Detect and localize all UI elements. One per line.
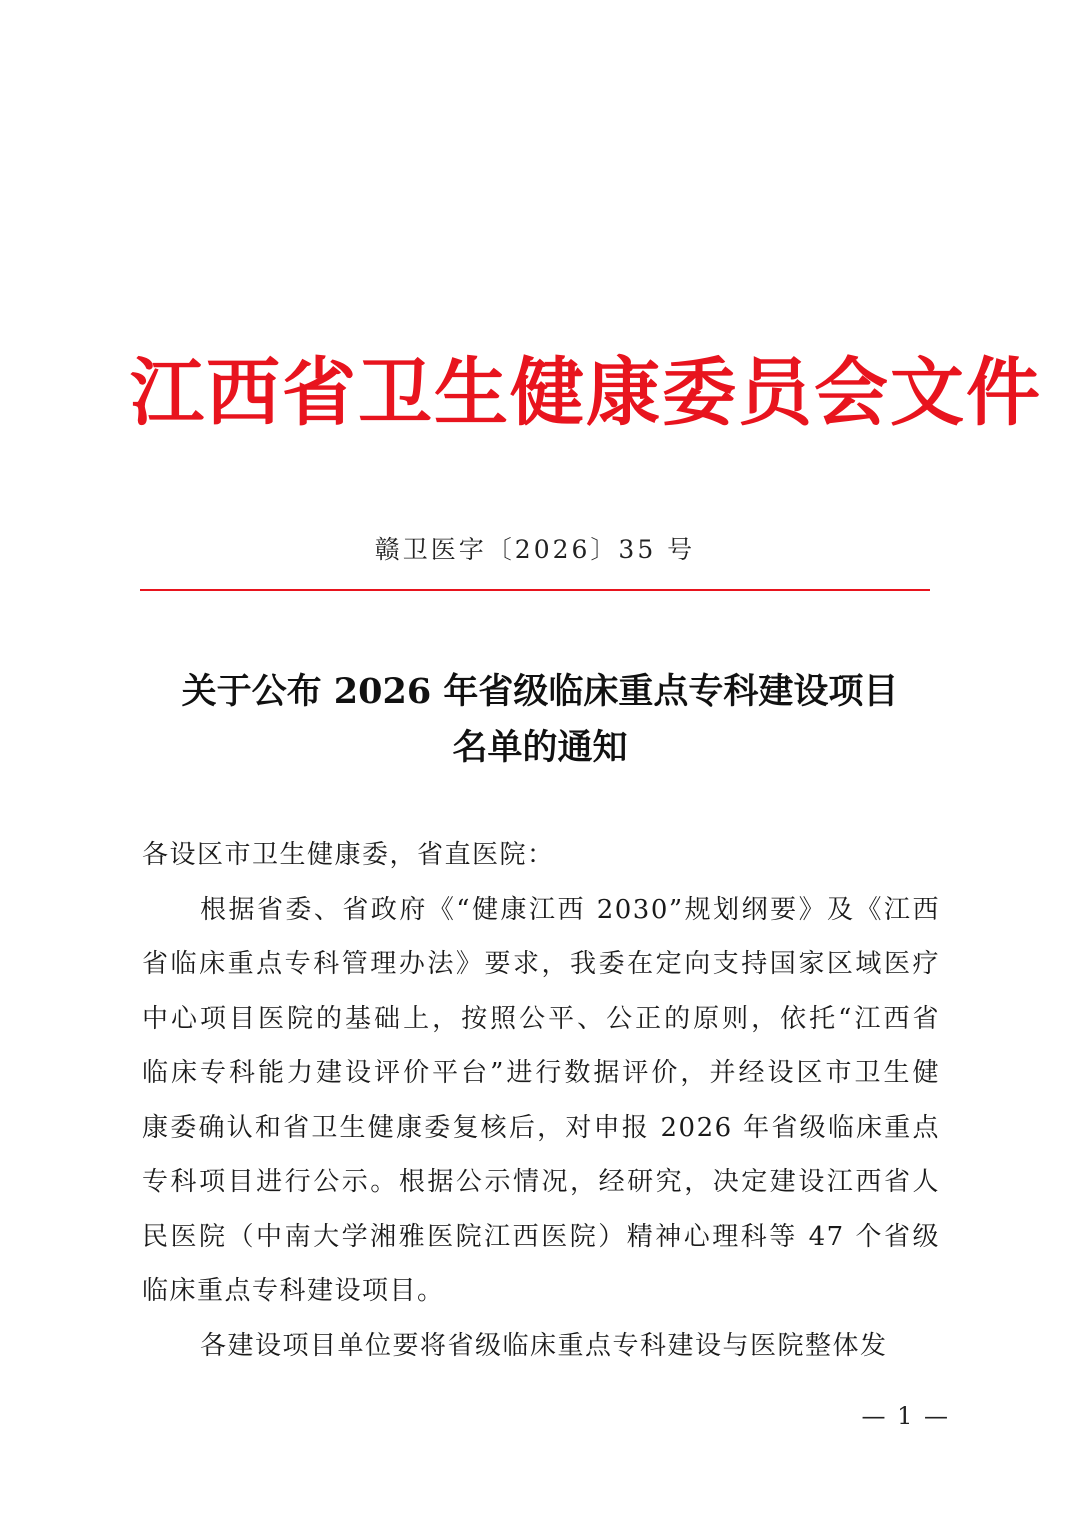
issuer-header: 江西省卫生健康委员会文件 xyxy=(130,350,1042,436)
paragraph-line: 临床重点专科建设项目。 xyxy=(142,1276,445,1306)
document-title xyxy=(120,664,960,776)
paragraph-line: 各建设项目单位要将省级临床重点专科建设与医院整体发 xyxy=(200,1330,888,1361)
title-line: 关于公布 2026 年省级临床重点专科建设项目 xyxy=(181,671,899,712)
paragraph-line: 民医院（中南大学湘雅医院江西医院）精神心理科等 47 个省级 xyxy=(142,1221,940,1252)
paragraph-line: 专科项目进行公示。根据公示情况，经研究，决定建设江西省人 xyxy=(142,1167,940,1197)
red-divider xyxy=(140,589,930,591)
paragraph-line: 康委确认和省卫生健康委复核后，对申报 2026 年省级临床重点 xyxy=(142,1112,940,1143)
paragraph-line: 中心项目医院的基础上，按照公平、公正的原则，依托“江西省 xyxy=(142,1003,940,1034)
paragraph-line: 省临床重点专科管理办法》要求，我委在定向支持国家区域医疗 xyxy=(142,949,940,979)
document-number: 赣卫医字〔2026〕35 号 xyxy=(374,535,696,564)
page-number: — 1 — xyxy=(861,1402,950,1430)
document-body xyxy=(142,828,940,1373)
paragraph-line: 根据省委、省政府《“健康江西 2030”规划纲要》及《江西 xyxy=(200,894,940,925)
paragraph-line: 临床专科能力建设评价平台”进行数据评价，并经设区市卫生健 xyxy=(142,1058,940,1088)
title-line: 名单的通知 xyxy=(452,727,628,768)
salutation: 各设区市卫生健康委，省直医院： xyxy=(142,840,555,870)
